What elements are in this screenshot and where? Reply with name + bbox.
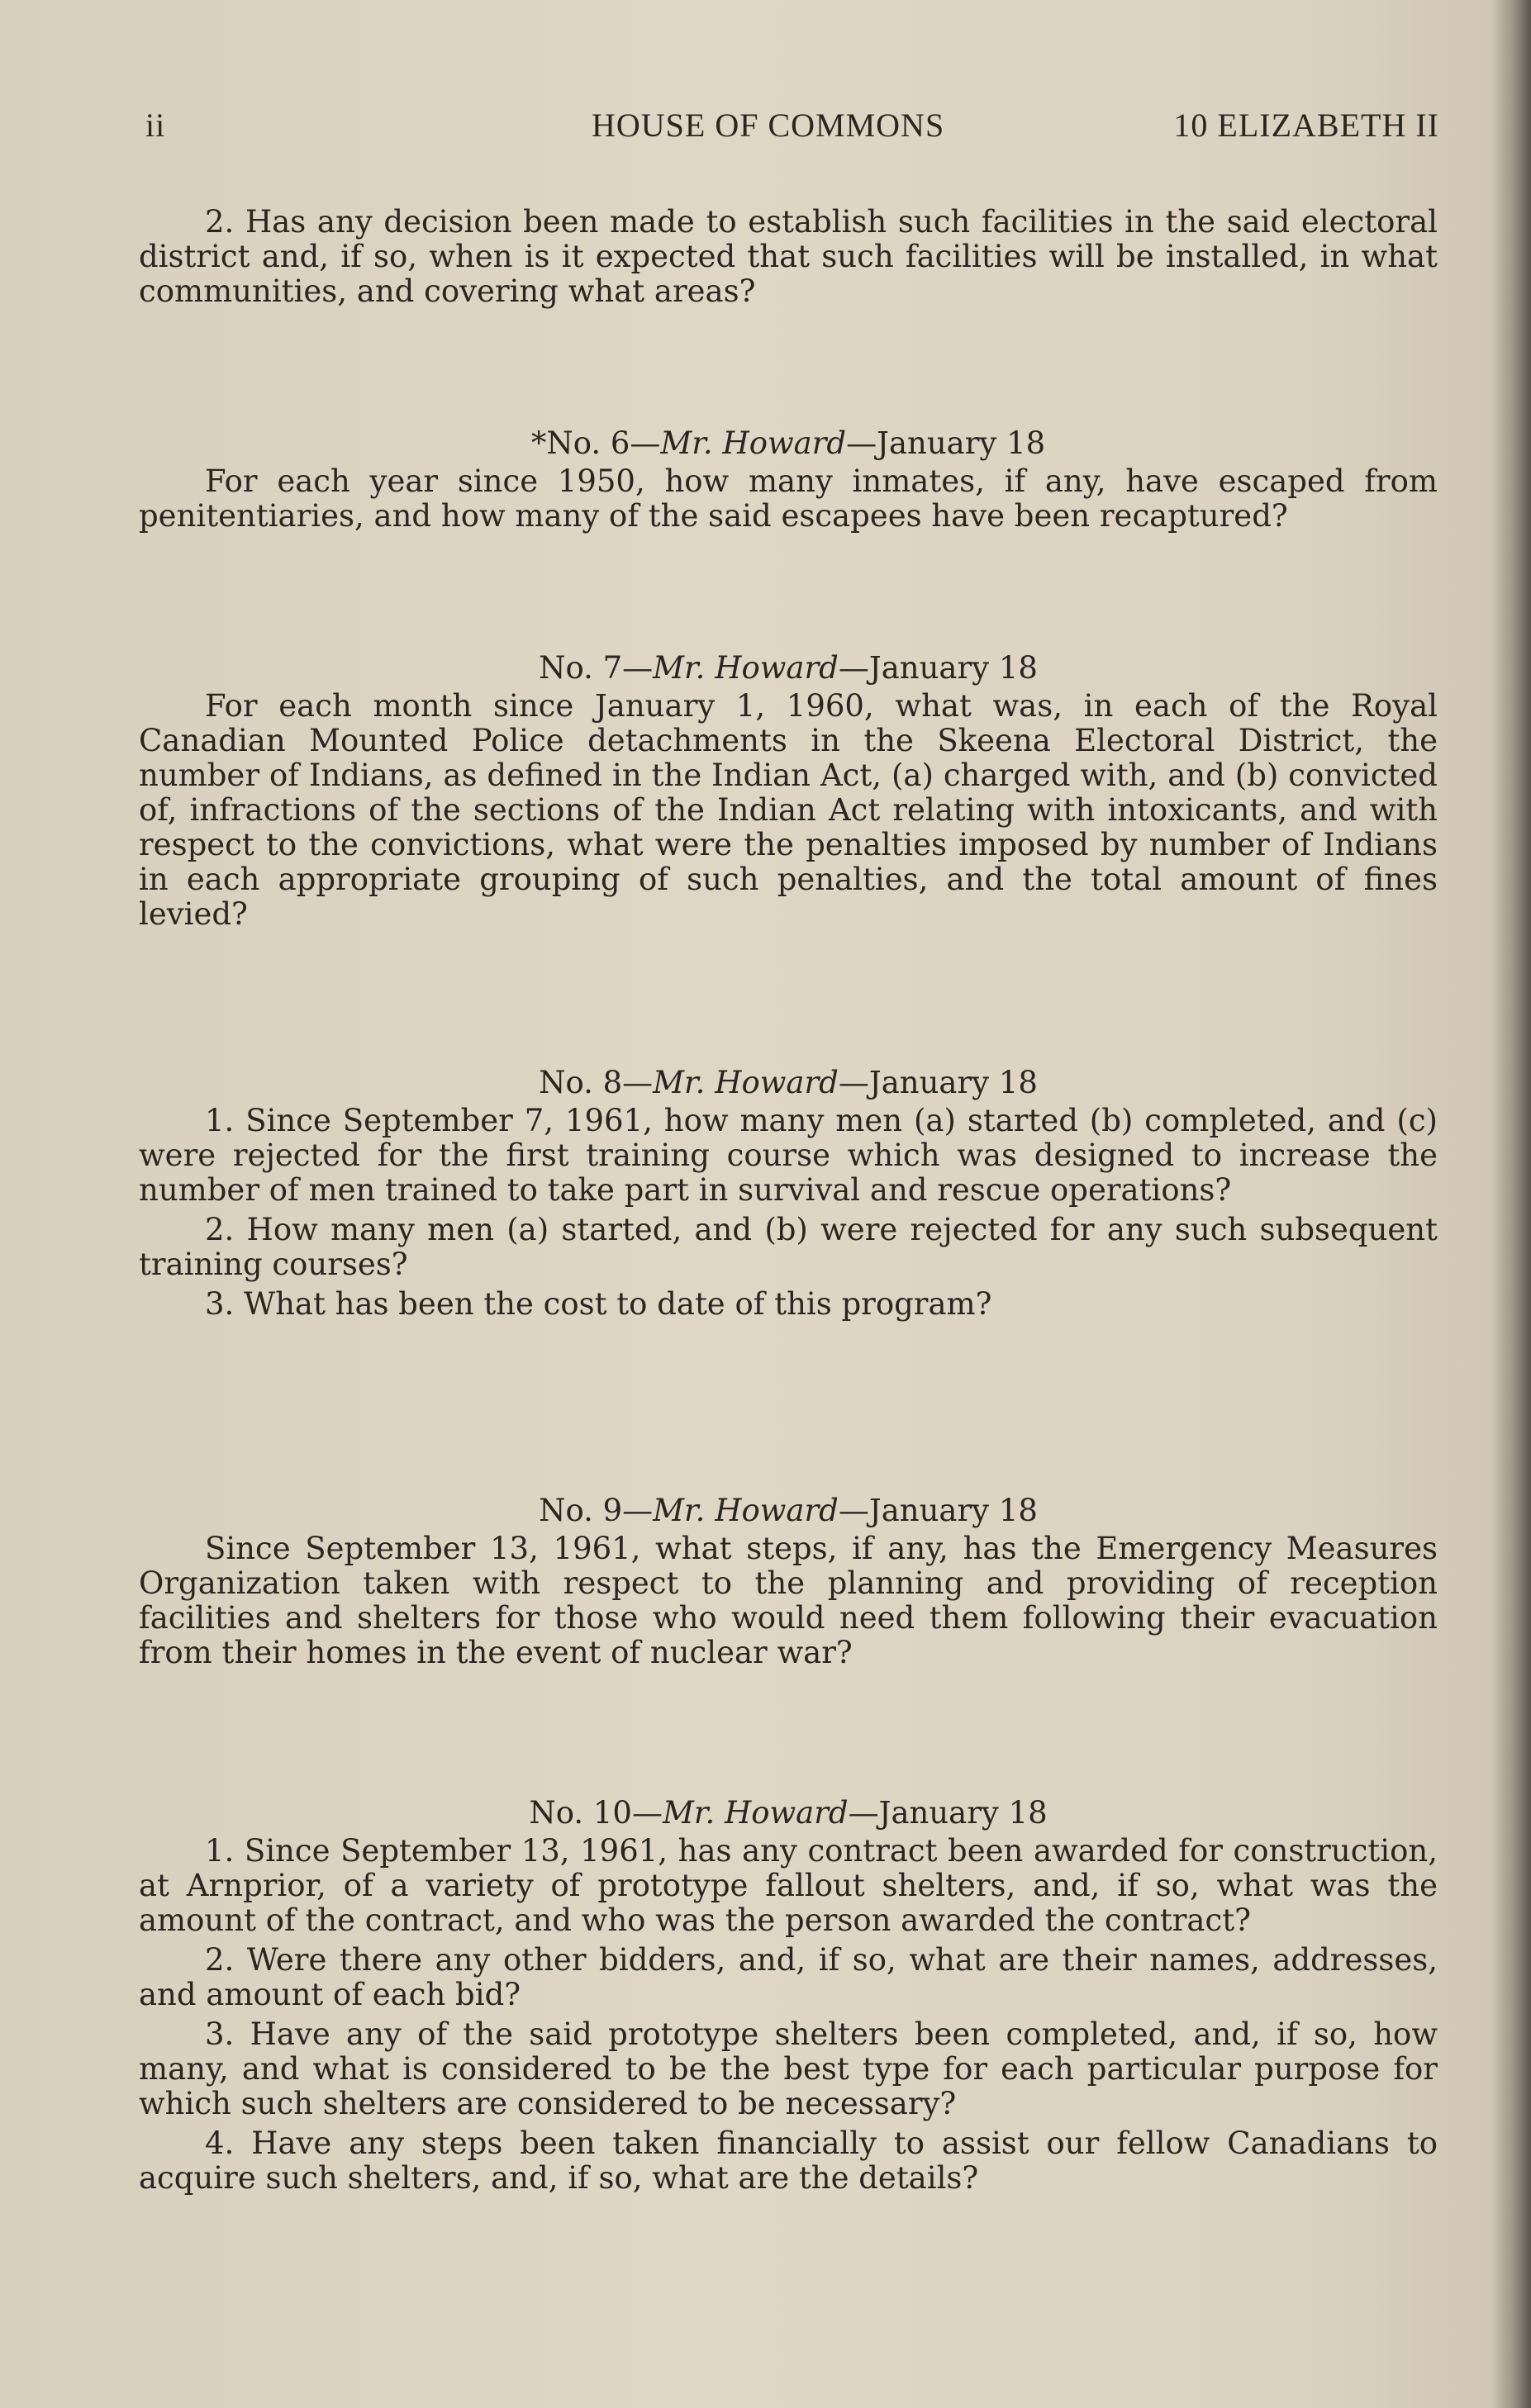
header-title: HOUSE OF COMMONS (592, 107, 945, 144)
question-member: Mr. Howard (653, 650, 839, 686)
question-paragraph: 3. Have any of the said prototype shelters been completed, and, if so, how many, and what is considered to be the best type for each particular purpose for which such shelters are considered to be necessary? (139, 2016, 1438, 2121)
question-paragraph: 1. Since September 7, 1961, how many men (a) started (b) completed, and (c) were rejected for the first training course which was designed to increase the number of men trained to take part in survival and rescue operations? (139, 1103, 1438, 1208)
question-paragraph: 4. Have any steps been taken financially to assist our fellow Canadians to acquire such shelters, and, if so, what are the details? (139, 2125, 1438, 2196)
running-header (139, 106, 1444, 155)
question-paragraph: 3. What has been the cost to date of this program? (205, 1286, 992, 1322)
question-date: January 18 (877, 425, 1046, 461)
question-paragraph: 2. How many men (a) started, and (b) were rejected for any such subsequent training courses? (139, 1212, 1438, 1282)
header-regnal-year: 10 ELIZABETH II (1173, 107, 1439, 144)
question-9 (139, 1494, 1438, 1675)
question-8 (139, 1066, 1438, 1327)
question-heading: No. 10—Mr. Howard—January 18 (529, 1795, 1048, 1831)
question-heading: No. 7—Mr. Howard—January 18 (539, 650, 1038, 686)
question-number: No. 8 (539, 1065, 623, 1100)
question-date: January 18 (868, 650, 1038, 686)
question-6 (139, 426, 1438, 539)
question-member: Mr. Howard (653, 1065, 839, 1100)
question-member: Mr. Howard (660, 425, 847, 461)
question-member: Mr. Howard (662, 1795, 849, 1831)
page-edge-shadow (1491, 0, 1531, 2408)
question-number: *No. 6 (530, 425, 630, 461)
question-date: January 18 (868, 1493, 1038, 1528)
question-member: Mr. Howard (653, 1493, 839, 1528)
question-heading: *No. 6—Mr. Howard—January 18 (530, 425, 1046, 461)
question-heading: No. 8—Mr. Howard—January 18 (539, 1065, 1038, 1100)
page-number: ii (145, 107, 166, 144)
question-number: No. 10 (529, 1795, 632, 1831)
question-number: No. 7 (539, 650, 623, 686)
question-date: January 18 (878, 1795, 1048, 1831)
continued-question (139, 205, 1438, 314)
question-paragraph: Since September 13, 1961, what steps, if any, has the Emergency Measures Organization taken with respect to the planning and providing of reception facilities and shelters for those who would need them following their evacuation from their homes in the event of nuclear war? (139, 1531, 1438, 1670)
question-10 (139, 1796, 1438, 2201)
question-heading: No. 9—Mr. Howard—January 18 (539, 1493, 1038, 1528)
question-paragraph: 2. Has any decision been made to establish such facilities in the said electoral district and, if so, when is it expected that such facilities will be installed, in what communities, and covering what areas? (139, 204, 1438, 309)
question-paragraph: For each year since 1950, how many inmates, if any, have escaped from penitentiaries, and how many of the said escapees have been recaptured? (139, 463, 1438, 534)
question-paragraph: 2. Were there any other bidders, and, if so, what are their names, addresses, and amount of each bid? (139, 1942, 1438, 2012)
question-7 (139, 651, 1438, 937)
question-number: No. 9 (539, 1493, 623, 1528)
question-date: January 18 (868, 1065, 1038, 1100)
question-paragraph: For each month since January 1, 1960, what was, in each of the Royal Canadian Mounted Police detachments in the Skeena Electoral District, the number of Indians, as defined in the Indian Act, (a) charged with, and (b) convicted of, infractions of the sections of the Indian Act relating with intoxicants, and with respect to the convictions, what were the penalties imposed by number of Indians in each appropriate grouping of such penalties, and the total amount of fines levied? (139, 688, 1438, 932)
question-paragraph: 1. Since September 13, 1961, has any contract been awarded for construction, at Arnprior, of a variety of prototype fallout shelters, and, if so, what was the amount of the contract, and who was the person awarded the contract? (139, 1833, 1438, 1938)
